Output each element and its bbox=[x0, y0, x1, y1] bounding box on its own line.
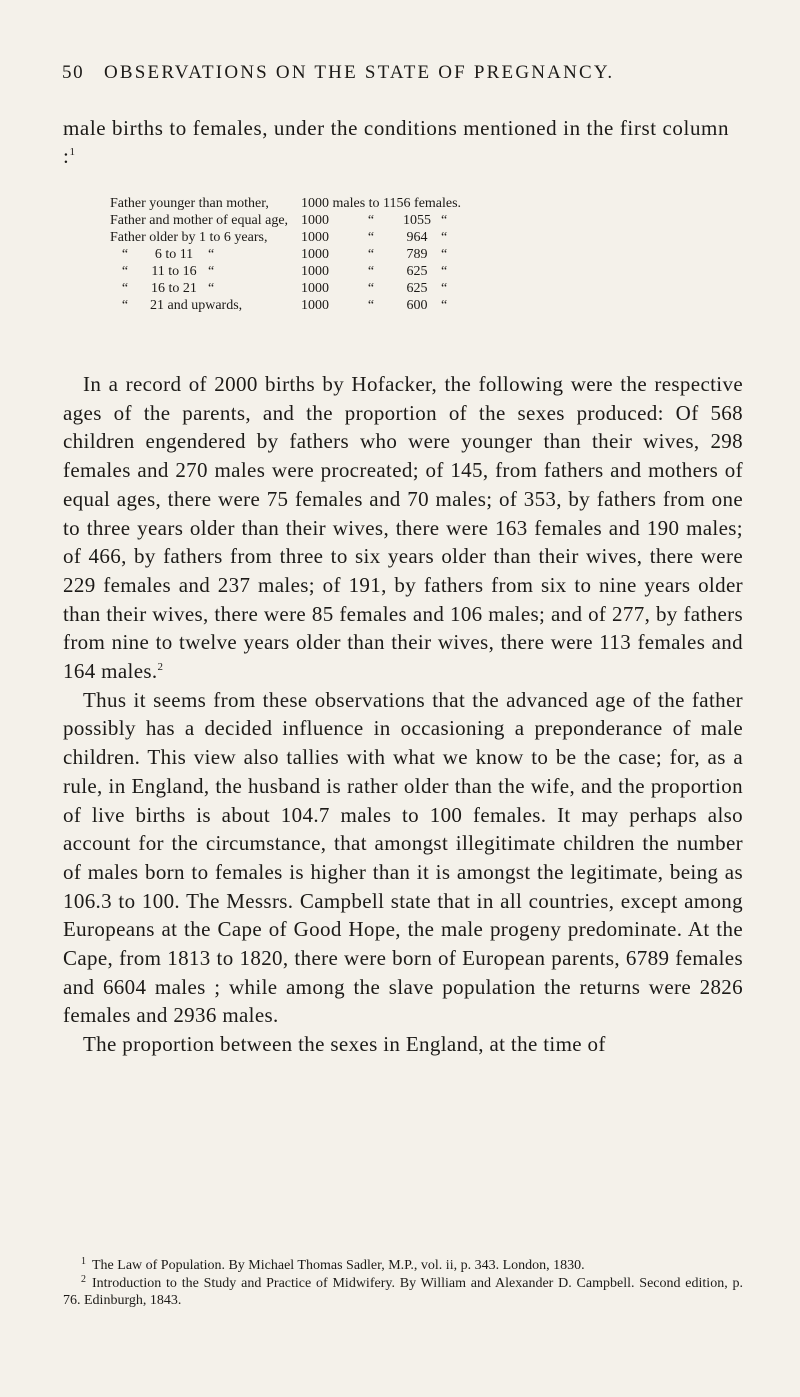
ditto-mark: “ bbox=[121, 281, 129, 296]
row-label bbox=[110, 297, 301, 314]
table-row bbox=[110, 195, 473, 212]
females-value: 964 bbox=[406, 230, 428, 245]
paragraph-text: In a record of 2000 births by Hofacker, the following were the respective ages of the parents, and the proportion of the sexes produced: Of 568 children engendered by fathers who were younger than their wives, 298 females and 270 males were procreated; of 145, from fathers and mothers of equal ages, there were 75 females and 70 males; of 353, by fathers from one to three years older than their wives, there were 163 females and 190 males; of 466, by fathers from three to six years older than their wives, there were 229 females and 237 males; of 191, by fathers from six to nine years older than their wives, there were 85 females and 106 males; and of 277, by fathers from nine to twelve years older than their wives, there were 113 females and 164 males. bbox=[63, 372, 743, 684]
running-header bbox=[62, 62, 742, 84]
table-row bbox=[110, 212, 473, 229]
females-value: 600 bbox=[406, 298, 428, 313]
table-row bbox=[110, 229, 473, 246]
paragraph bbox=[63, 370, 743, 686]
running-title: OBSERVATIONS ON THE STATE OF PREGNANCY. bbox=[104, 62, 615, 83]
table-row bbox=[110, 263, 473, 280]
footnote-mark: 1 bbox=[81, 1256, 86, 1267]
row-label bbox=[110, 246, 301, 263]
females-value: 1156 females. bbox=[383, 196, 462, 211]
females-value: 625 bbox=[406, 281, 428, 296]
table-row bbox=[110, 280, 473, 297]
ditto-mark: “ bbox=[208, 264, 215, 279]
ditto-mark: “ bbox=[441, 213, 448, 228]
ditto-mark: “ bbox=[208, 281, 215, 296]
footnotes bbox=[63, 1257, 743, 1310]
ditto-mark: “ bbox=[367, 247, 375, 262]
row-label: Father younger than mother, bbox=[110, 196, 269, 211]
males-value: 1000 bbox=[301, 230, 329, 245]
females-value: 789 bbox=[406, 247, 428, 262]
table-row bbox=[110, 246, 473, 263]
ditto-mark: “ bbox=[121, 264, 129, 279]
intro-text bbox=[63, 114, 743, 170]
footnote bbox=[63, 1275, 743, 1310]
ditto-mark: “ bbox=[367, 281, 375, 296]
ditto-mark: “ bbox=[367, 298, 375, 313]
intro-sentence: male births to females, under the conditions mentioned in the first column : bbox=[63, 116, 730, 168]
ditto-mark: “ bbox=[441, 264, 448, 279]
paragraph: Thus it seems from these observations that the advanced age of the father possibly has a decided influence in occasioning a preponderance of male children. This view also tallies with what we know to be the case; for, as a rule, in England, the husband is rather older than the wife, and the proportion of live births is about 104.7 males to 100 females. It may perhaps also account for the circumstance, that amongst illegitimate children the number of males born to females is higher than it is amongst the legitimate, being as 106.3 to 100. The Messrs. Campbell state that in all countries, except among Europeans at the Cape of Good Hope, the male progeny predominate. At the Cape, from 1813 to 1820, there were born of European parents, 6789 females and 6604 males ; while among the slave population the returns were 2826 females and 2936 males. bbox=[63, 687, 743, 1028]
ditto-mark: “ bbox=[367, 230, 375, 245]
age-range: 11 to 16 bbox=[151, 264, 197, 279]
ditto-mark: “ bbox=[441, 281, 448, 296]
ditto-mark: “ bbox=[441, 298, 448, 313]
ditto-mark: “ bbox=[208, 247, 215, 262]
females-value: 1055 bbox=[403, 213, 431, 228]
ditto-mark: “ bbox=[121, 298, 129, 313]
row-label: Father older by 1 to 6 years, bbox=[110, 230, 268, 245]
age-range: 21 and upwards, bbox=[150, 298, 243, 313]
row-label bbox=[110, 280, 301, 297]
ditto-mark: “ bbox=[441, 247, 448, 262]
row-label: Father and mother of equal age, bbox=[110, 213, 289, 228]
age-range: 16 to 21 bbox=[151, 281, 197, 296]
ditto-mark: “ bbox=[367, 264, 375, 279]
footnote bbox=[63, 1257, 743, 1275]
males-value: 1000 bbox=[301, 247, 329, 262]
ditto-mark: “ bbox=[441, 230, 448, 245]
ditto-mark: “ bbox=[121, 247, 129, 262]
footnote-text: Introduction to the Study and Practice of Midwifery. By William and Alexander D. Campbell. Second edition, p. 76. Edinburgh, 1843. bbox=[63, 1275, 743, 1308]
females-value: 625 bbox=[406, 264, 428, 279]
males-value: 1000 bbox=[301, 264, 329, 279]
row-value bbox=[301, 195, 473, 212]
footnote-text: The Law of Population. By Michael Thomas Sadler, M.P., vol. ii, p. 343. London, 1830. bbox=[92, 1258, 585, 1273]
body-text bbox=[63, 370, 743, 1059]
footnote-mark: 2 bbox=[81, 1273, 86, 1285]
age-range: 6 to 11 bbox=[154, 247, 194, 262]
footnote-ref: 1 bbox=[69, 146, 76, 158]
birth-ratio-table bbox=[110, 195, 473, 314]
males-value: 1000 bbox=[301, 281, 329, 296]
males-value: 1000 bbox=[301, 298, 329, 313]
table-row bbox=[110, 297, 473, 314]
males-value: 1000 bbox=[301, 213, 329, 228]
paragraph: The proportion between the sexes in England, at the time of bbox=[83, 1032, 606, 1057]
males-value: 1000 males to bbox=[301, 196, 380, 211]
row-label bbox=[110, 263, 301, 280]
ditto-mark: “ bbox=[367, 213, 375, 228]
footnote-ref: 2 bbox=[157, 661, 164, 674]
page-number: 50 bbox=[62, 62, 85, 83]
